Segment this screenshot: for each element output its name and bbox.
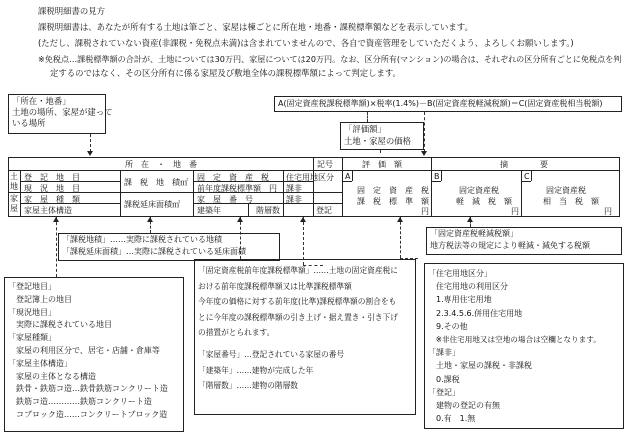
house-kind: 家 屋 種 類 bbox=[24, 195, 80, 204]
residential-class: 住宅用地区分 bbox=[286, 173, 334, 182]
yen-unit: 円 bbox=[421, 207, 429, 216]
b-label: 固定資産税 bbox=[459, 186, 499, 195]
mark-b: B bbox=[434, 172, 440, 181]
label-land: 土地 bbox=[10, 172, 18, 191]
label-house: 家屋 bbox=[10, 194, 18, 213]
callout-reduction-body: 地方税法等の規定により軽減・減免する税額 bbox=[430, 241, 590, 250]
arrow-icon bbox=[300, 217, 306, 222]
connector bbox=[303, 217, 304, 265]
house-structure: 家屋主体構造 bbox=[24, 206, 72, 215]
mark-a: A bbox=[345, 172, 351, 181]
connector bbox=[367, 112, 368, 122]
taxable-flag: 課非 bbox=[286, 184, 302, 193]
intro-note: 定するのではなく、その区分所有に係る家屋及び敷地全体の課税標準額によって判定します。 bbox=[50, 68, 401, 78]
connector bbox=[56, 217, 57, 277]
house-number: 家 屋 番 号 bbox=[197, 195, 253, 204]
b-label: 軽 減 税 額 bbox=[456, 197, 512, 206]
taxable-area: 課 税 地 積㎡ bbox=[124, 178, 188, 187]
prev-standard-value: 前年度課税標準額 円 bbox=[197, 184, 277, 193]
floor-count: 階層数 bbox=[256, 206, 280, 215]
yen-unit: 円 bbox=[511, 207, 519, 216]
connector bbox=[424, 112, 425, 152]
arrow-icon bbox=[87, 151, 93, 156]
registered-flag: 登記 bbox=[316, 206, 332, 215]
intro-line: 課税明細書は、あなたが所有する土地は筆ごと、家屋は棟ごとに所在地・地番・課税標準額などを表示しています。 bbox=[38, 22, 473, 32]
registry-category: 登 記 地 目 bbox=[24, 173, 80, 182]
callout-reduction-head: 「固定資産税軽減税額」 bbox=[430, 229, 518, 238]
notes-middle-list: 「固定資産税前年度課税標準額」……土地の固定資産税に おける前年度課税標準額又は比準課税標準額 今年度の価格に対する前年度(比準)課税標準額の割合をも とに今年度の課税標準額の引き上げ・据え置き・引き下げ の措置がとられます。 「家屋番号」…登記されている家屋の番号 「建築年」……建物が完成した年 「階層数」……建物の階層数 bbox=[198, 266, 398, 391]
c-label: 相 当 税 額 bbox=[543, 197, 599, 206]
connector bbox=[90, 134, 91, 152]
actual-category: 現 況 地 目 bbox=[24, 184, 80, 193]
notes-right-list: 「住宅用地区分」 住宅用地の利用区分 1.専用住宅用地 2.3.4.5.6.併用住宅用地 9.その他 ※非住宅用地又は空地の場合は空欄となります。 「課非」 土地・家屋の課税・非課税 0.課税 「登記」 建物の登記の有無 0.有 1.無 bbox=[428, 269, 601, 424]
header-summary: 摘 要 bbox=[500, 160, 548, 169]
arrow-icon bbox=[397, 217, 403, 222]
arrow-icon bbox=[421, 151, 427, 156]
prev-standard-label: 固 定 資 産 税 bbox=[197, 173, 269, 182]
callout-location-head: 「所在・地番」 bbox=[12, 96, 71, 106]
notes-left-list: 「登記地目」 登記簿上の地目 「現況地目」 実際に課税されている地目 「家屋種類」 家屋の利用区分で、居宅・店舗・倉庫等 「家屋主体構造」 家屋の主体となる構造 鉄骨・鉄筋コ造…鉄骨鉄筋コンクリート造 鉄筋コ造…………鉄筋コンクリート造 コブロック造……コンクリートブロック造 bbox=[8, 282, 168, 419]
callout-location-body: いる場所 bbox=[12, 118, 46, 128]
a-label: 課 税 標 準 額 bbox=[357, 197, 429, 206]
connector bbox=[380, 150, 381, 153]
arrow-icon bbox=[237, 217, 243, 222]
header-value: 評 価 額 bbox=[362, 160, 402, 169]
callout-value-body: 土地・家屋の価格 bbox=[344, 136, 411, 146]
callout-value-head: 「評価額」 bbox=[344, 124, 386, 134]
page-title: 課税明細書の見方 bbox=[38, 6, 105, 16]
yen-unit: 円 bbox=[604, 207, 612, 216]
built-year: 建築年 bbox=[197, 206, 221, 215]
callout-location-body: 土地の場所、家屋が建って bbox=[12, 107, 113, 117]
arrow-icon bbox=[467, 217, 473, 222]
callout-area-line: 「課税延床面積」…実際に課税されている延床面積 bbox=[62, 247, 246, 256]
callout-area-line: 「課税地積」……実際に課税されている地積 bbox=[62, 235, 222, 244]
header-mark: 記号 bbox=[317, 160, 333, 169]
intro-note: ※免税点…課税標準額の合計が、土地については30万円、家屋については20万円。なお、区分所有(マンション)の場合は、それぞれの区分所有ごとに免税点を判 bbox=[38, 54, 622, 64]
intro-line: (ただし、課税されていない資産(非課税・免税点未満)は含まれていませんので、各自で資産管理をしていただくよう、よろしくお願いします。) bbox=[38, 38, 574, 48]
arrow-icon bbox=[147, 217, 153, 222]
header-location: 所 在 ・ 地 番 bbox=[125, 160, 197, 169]
connector bbox=[400, 217, 401, 258]
formula-text: A(固定資産税課税標準額)×税率(1.4%)－B(固定資産税軽減税額)＝C(固定資産税相当税額) bbox=[278, 99, 603, 108]
a-label: 固 定 資 産 税 bbox=[357, 186, 429, 195]
taxable-flag: 課非 bbox=[286, 195, 302, 204]
mark-c: C bbox=[524, 172, 530, 181]
c-label: 固定資産税 bbox=[546, 186, 586, 195]
arrow-icon bbox=[53, 217, 59, 222]
taxable-floor-area: 課税延床面積㎡ bbox=[124, 200, 180, 209]
